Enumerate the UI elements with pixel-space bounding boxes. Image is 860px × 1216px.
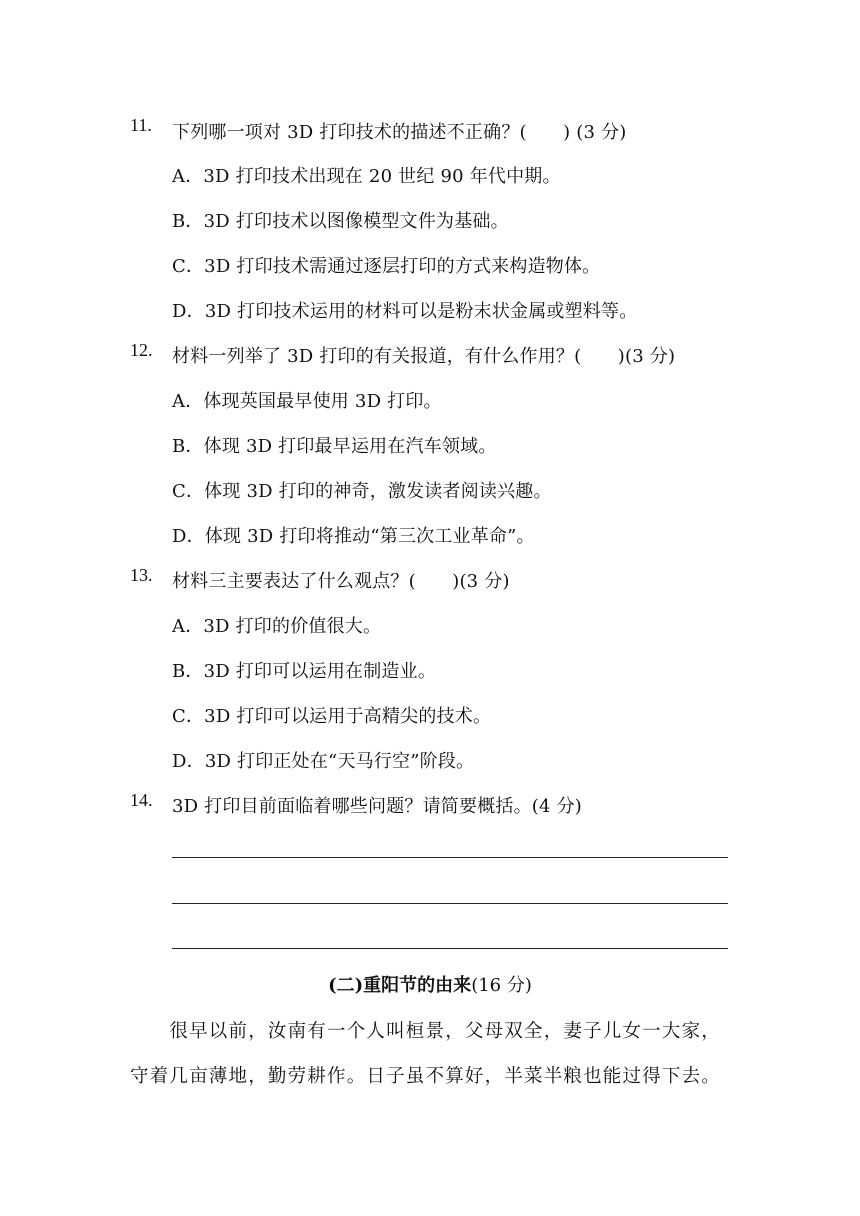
question-number: 11. bbox=[130, 115, 152, 135]
option-a: A．体现英国最早使用 3D 打印。 bbox=[172, 391, 442, 412]
option-b: B．3D 打印技术以图像模型文件为基础。 bbox=[172, 211, 509, 232]
answer-line[interactable] bbox=[172, 948, 728, 949]
option-c: C．3D 打印可以运用于高精尖的技术。 bbox=[172, 706, 492, 727]
question-text: 3D 打印目前面临着哪些问题？请简要概括。(4 分) bbox=[172, 796, 583, 817]
option-a: A．3D 打印的价值很大。 bbox=[172, 616, 382, 637]
question-number: 12. bbox=[130, 340, 153, 360]
section-score: (16 分) bbox=[471, 975, 532, 996]
answer-line[interactable] bbox=[172, 857, 728, 858]
question-text: 下列哪一项对 3D 打印技术的描述不正确？( ) (3 分) bbox=[172, 122, 627, 143]
section-title-text: (二)重阳节的由来 bbox=[328, 975, 472, 996]
option-a: A．3D 打印技术出现在 20 世纪 90 年代中期。 bbox=[172, 166, 561, 187]
question-number: 13. bbox=[130, 565, 153, 585]
option-c: C．3D 打印技术需通过逐层打印的方式来构造物体。 bbox=[172, 256, 601, 277]
option-d: D．3D 打印技术运用的材料可以是粉末状金属或塑料等。 bbox=[172, 301, 638, 322]
answer-line[interactable] bbox=[172, 903, 728, 904]
section-title bbox=[0, 971, 860, 997]
option-d: D．体现 3D 打印将推动“第三次工业革命”。 bbox=[172, 526, 535, 547]
option-c: C．体现 3D 打印的神奇，激发读者阅读兴趣。 bbox=[172, 481, 552, 502]
option-d: D．3D 打印正处在“天马行空”阶段。 bbox=[172, 751, 475, 772]
question-number: 14. bbox=[130, 790, 153, 810]
passage-line: 守着几亩薄地，勤劳耕作。日子虽不算好，半菜半粮也能过得下去。 bbox=[130, 1066, 722, 1087]
question-text: 材料一列举了 3D 打印的有关报道，有什么作用？( )(3 分) bbox=[172, 346, 676, 367]
option-b: B．体现 3D 打印最早运用在汽车领域。 bbox=[172, 436, 497, 457]
passage-line: 很早以前，汝南有一个人叫桓景，父母双全，妻子儿女一大家， bbox=[130, 1021, 722, 1042]
option-b: B．3D 打印可以运用在制造业。 bbox=[172, 661, 437, 682]
question-text: 材料三主要表达了什么观点？( )(3 分) bbox=[172, 571, 510, 592]
